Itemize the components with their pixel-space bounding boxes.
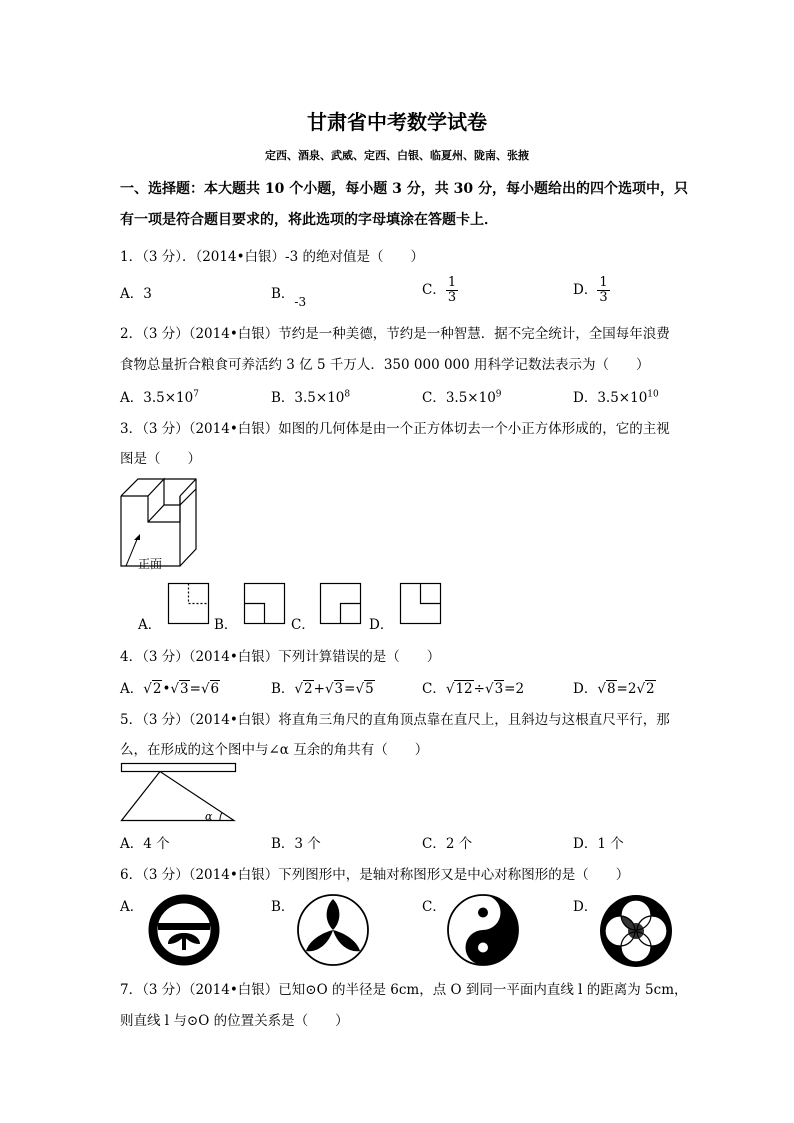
q1-option-d: D． $\frac{1}{3}$ [573,275,608,305]
page-subtitle: 定西、酒泉、武威、定西、白银、临夏州、陇南、张掖 [265,149,529,162]
q6-option-d-logo [598,893,674,969]
section-heading-line1: 一、选择题：本大题共 10 个小题，每小题 3 分，共 30 分，每小题给出的四个选项中，只 [120,181,688,197]
q3-option-b-label: B． [214,617,238,633]
q6-option-b-logo [296,893,370,967]
q6-option-a-logo [146,892,222,968]
q4-option-d: D．√8=2√2 [573,681,655,697]
q3-stem-line2: 图是（ ） [120,451,201,467]
q5-option-c: C．2 个 [422,836,473,852]
q5-stem-line2: 么，在形成的这个图中与∠α 互余的角共有（ ） [120,742,429,758]
section-heading-line2: 有一项是符合题目要求的，将此选项的字母填涂在答题卡上． [120,212,498,228]
q6-option-c-label: C． [422,899,446,915]
page-title: 甘肃省中考数学试卷 [307,110,487,134]
q2-option-d: D．$3.5\times 10^{10}$ [573,389,659,406]
q2-stem-line2: 食物总量折合粮食可养活约 3 亿 5 千万人．350 000 000 用科学记数法表示为（ ） [120,357,650,373]
q6-option-c-logo [446,893,520,967]
q3-option-d-figure [400,583,442,625]
q3-option-d-label: D． [369,617,394,633]
q2-option-c: C．$3.5\times 10^9$ [422,389,502,406]
q7-stem-line1: 7．（3 分）（2014•白银）已知⊙O 的半径是 6cm，点 O 到同一平面内直线 l 的距离为 5cm， [120,982,688,998]
q1-option-c: C． $\frac{1}{3}$ [422,275,457,305]
q2-option-a: A．$3.5\times 10^7$ [120,389,199,406]
q3-cube-figure [118,474,208,574]
q7-stem-line2: 则直线 l 与⊙O 的位置关系是（ ） [120,1013,349,1029]
q1-option-a: A．3 [120,286,152,302]
q2-stem-line1: 2．（3 分）（2014•白银）节约是一种美德，节约是一种智慧．据不完全统计，全国每年浪费 [120,326,670,342]
q3-option-a-figure [168,583,210,625]
q6-option-a-label: A． [120,899,144,915]
q4-option-a: A．√2•√3=√6 [120,681,220,697]
q5-option-b: B．3 个 [271,836,321,852]
q3-option-c-figure [320,583,362,625]
q4-stem: 4．（3 分）（2014•白银）下列计算错误的是（ ） [120,649,441,665]
q3-option-a-label: A． [138,617,162,633]
q4-option-c: C．√12÷√3=2 [422,681,525,697]
q5-stem-line1: 5．（3 分）（2014•白银）将直角三角尺的直角顶点靠在直尺上，且斜边与这根直尺平行，那 [120,712,670,728]
q1-option-b: B．-3 [271,286,307,309]
q5-ruler-triangle-figure [118,762,240,826]
q3-stem-line1: 3．（3 分）（2014•白银）如图的几何体是由一个正方体切去一个小正方体形成的，它的主视 [120,421,670,437]
q1-stem: 1．（3 分）．（2014•白银）-3 的绝对值是（ ） [120,249,424,265]
q5-option-a: A．4 个 [120,836,170,852]
q4-option-b: B．√2+√3=√5 [271,681,374,697]
q6-stem: 6．（3 分）（2014•白银）下列图形中，是轴对称图形又是中心对称图形的是（ ） [120,867,630,883]
q3-option-c-label: C． [291,617,315,633]
q5-alpha-label: α [205,810,213,823]
q5-option-d: D．1 个 [573,836,624,852]
q6-option-b-label: B． [271,899,295,915]
q2-option-b: B．$3.5\times 10^8$ [271,389,351,406]
q6-option-d-label: D． [573,899,598,915]
q3-front-label: 正面 [138,557,163,571]
q3-option-b-figure [244,583,286,625]
